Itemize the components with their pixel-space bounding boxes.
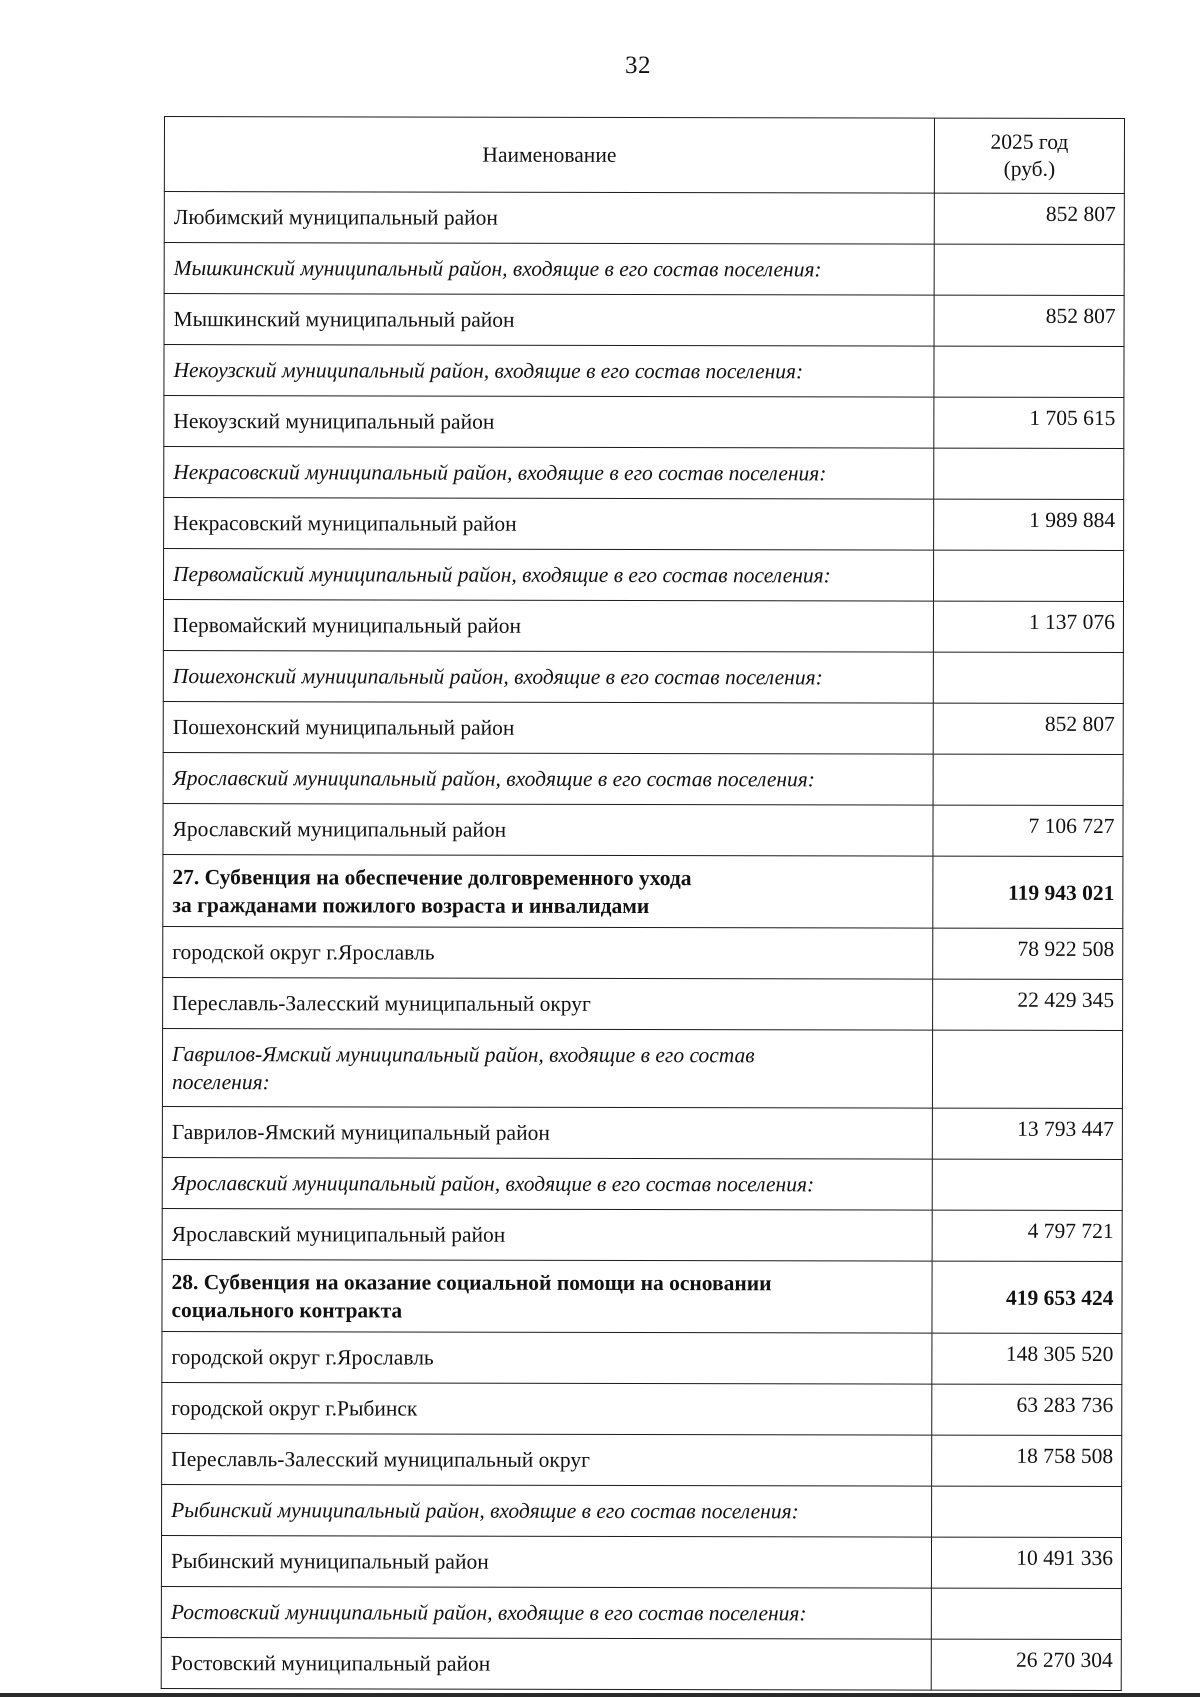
table-row xyxy=(163,600,1123,653)
table-row xyxy=(161,1637,1121,1690)
row-amount: 7 106 727 xyxy=(933,805,1123,856)
row-name: Любимский муниципальный район xyxy=(164,192,934,245)
row-name: Мышкинский муниципальный район, входящие в его состав поселения: xyxy=(164,243,934,296)
row-amount xyxy=(932,1030,1122,1108)
row-name: городской округ г.Ярославль xyxy=(163,926,933,979)
table-row-group-heading xyxy=(162,1157,1122,1210)
row-amount xyxy=(934,346,1124,397)
row-name: Рыбинский муниципальный район, входящие в его состав поселения: xyxy=(162,1484,932,1537)
row-name: Первомайский муниципальный район, входящие в его состав поселения: xyxy=(163,549,933,602)
table-row xyxy=(163,977,1123,1030)
table-row-group-heading xyxy=(162,1484,1122,1537)
table-row xyxy=(163,926,1123,979)
row-name: Ярославский муниципальный район xyxy=(162,1208,932,1261)
row-amount: 4 797 721 xyxy=(932,1210,1122,1261)
row-name: Ярославский муниципальный район, входящие в его состав поселения: xyxy=(163,752,933,805)
row-amount xyxy=(933,652,1123,703)
table-row-group-heading xyxy=(164,243,1124,296)
subvention-table xyxy=(161,116,1125,1691)
table-row xyxy=(162,1208,1122,1261)
table-row-group-heading xyxy=(164,345,1124,398)
table-header-row xyxy=(164,117,1124,194)
row-name: Мышкинский муниципальный район xyxy=(164,294,934,347)
row-name: городской округ г.Ярославль xyxy=(162,1331,932,1384)
row-amount: 1 705 615 xyxy=(934,397,1124,448)
column-header-unit: (руб.) xyxy=(1003,156,1056,181)
row-amount xyxy=(932,1486,1122,1537)
row-name: Первомайский муниципальный район xyxy=(163,600,933,653)
row-name: Переславль-Залесский муниципальный округ xyxy=(163,977,933,1030)
row-amount: 148 305 520 xyxy=(932,1333,1122,1384)
table-row xyxy=(161,1535,1121,1588)
table-row xyxy=(164,498,1124,551)
row-amount xyxy=(934,244,1124,295)
row-name: Гаврилов-Ямский муниципальный район xyxy=(162,1106,932,1159)
section-title xyxy=(163,854,933,928)
row-amount: 852 807 xyxy=(933,703,1123,754)
table-row-group-heading xyxy=(161,1586,1121,1639)
table-row xyxy=(164,192,1124,245)
row-name: Некоузский муниципальный район xyxy=(164,396,934,449)
row-name: Пошехонский муниципальный район, входящие в его состав поселения: xyxy=(163,650,933,703)
row-name: Ростовский муниципальный район, входящие в его состав поселения: xyxy=(161,1586,931,1639)
section-title-line: социального контракта xyxy=(171,1297,403,1323)
row-amount: 78 922 508 xyxy=(933,928,1123,979)
row-name: Рыбинский муниципальный район xyxy=(161,1535,931,1588)
table-row xyxy=(164,396,1124,449)
table-row-group-heading xyxy=(162,1028,1122,1108)
table-row-section-total xyxy=(163,854,1123,928)
row-amount: 852 807 xyxy=(934,295,1124,346)
row-amount xyxy=(933,754,1123,805)
section-title-line: за гражданами пожилого возраста и инвалидами xyxy=(172,892,650,918)
table-row xyxy=(162,1433,1122,1486)
table-row xyxy=(163,701,1123,754)
column-header-year: 2025 год xyxy=(990,129,1069,154)
row-name: Некоузский муниципальный район, входящие в его состав поселения: xyxy=(164,345,934,398)
column-header-name: Наименование xyxy=(164,117,934,194)
table-row xyxy=(163,803,1123,856)
section-title-line: 28. Субвенция на оказание социальной помощи на основании xyxy=(171,1269,772,1295)
table-row-group-heading xyxy=(163,549,1123,602)
scan-edge-line xyxy=(0,1693,1200,1697)
section-total-amount: 419 653 424 xyxy=(932,1261,1122,1333)
row-amount xyxy=(932,1159,1122,1210)
row-name: Пошехонский муниципальный район xyxy=(163,701,933,754)
row-amount: 852 807 xyxy=(934,193,1124,244)
row-name: городской округ г.Рыбинск xyxy=(162,1382,932,1435)
table-row xyxy=(162,1106,1122,1159)
row-name-line: Гаврилов-Ямский муниципальный район, входящие в его состав xyxy=(172,1041,755,1067)
row-amount: 18 758 508 xyxy=(932,1435,1122,1486)
table-row xyxy=(164,294,1124,347)
page-number: 32 xyxy=(625,52,651,79)
table-row xyxy=(162,1382,1122,1435)
row-name: Ярославский муниципальный район xyxy=(163,803,933,856)
row-amount xyxy=(931,1588,1121,1639)
row-amount: 13 793 447 xyxy=(932,1108,1122,1159)
row-amount: 63 283 736 xyxy=(932,1384,1122,1435)
row-amount: 1 137 076 xyxy=(933,601,1123,652)
table-row-group-heading xyxy=(163,650,1123,703)
section-title-line: 27. Субвенция на обеспечение долговременного ухода xyxy=(172,864,692,890)
row-amount: 26 270 304 xyxy=(931,1639,1121,1690)
row-name: Ростовский муниципальный район xyxy=(161,1637,931,1690)
table-row xyxy=(162,1331,1122,1384)
table-row-group-heading xyxy=(164,447,1124,500)
section-total-amount: 119 943 021 xyxy=(933,856,1123,928)
row-amount: 1 989 884 xyxy=(934,499,1124,550)
row-amount xyxy=(933,550,1123,601)
row-amount xyxy=(934,448,1124,499)
row-amount: 10 491 336 xyxy=(931,1537,1121,1588)
section-title xyxy=(162,1259,932,1333)
row-name: Ярославский муниципальный район, входящие в его состав поселения: xyxy=(162,1157,932,1210)
row-name xyxy=(162,1028,932,1108)
row-name: Некрасовский муниципальный район, входящие в его состав поселения: xyxy=(164,447,934,500)
row-name: Некрасовский муниципальный район xyxy=(164,498,934,551)
row-amount: 22 429 345 xyxy=(933,979,1123,1030)
row-name-line: поселения: xyxy=(171,1069,270,1094)
table-row-group-heading xyxy=(163,752,1123,805)
column-header-amount xyxy=(934,118,1124,193)
row-name: Переславль-Залесский муниципальный округ xyxy=(162,1433,932,1486)
table-row-section-total xyxy=(162,1259,1122,1333)
